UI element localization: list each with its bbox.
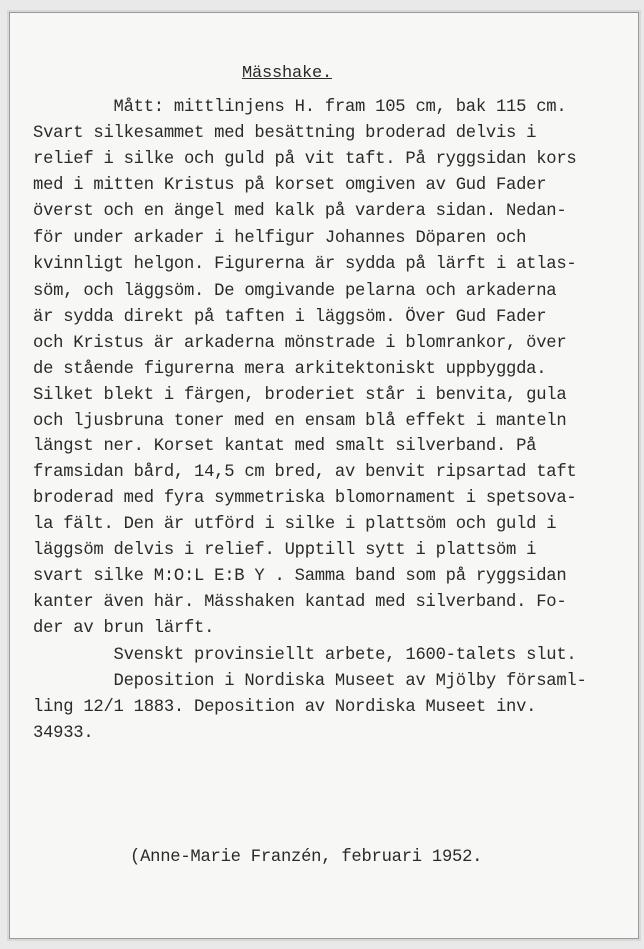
- text-line: svart silke M:O:L E:B Y . Samma band som på ryggsidan: [33, 567, 567, 586]
- text-line: la fält. Den är utförd i silke i plattsöm och guld i: [33, 515, 557, 534]
- text-line: är sydda direkt på taften i läggsöm. Över Gud Fader: [33, 308, 547, 327]
- text-line: Svart silkesammet med besättning broderad delvis i: [33, 124, 537, 143]
- text-line: kvinnligt helgon. Figurerna är sydda på lärft i atlas-: [33, 255, 577, 274]
- text-line: och Kristus är arkaderna mönstrade i blomrankor, över: [33, 334, 567, 353]
- text-line: Mått: mittlinjens H. fram 105 cm, bak 115 cm.: [33, 98, 567, 117]
- text-line: söm, och läggsöm. De omgivande pelarna och arkaderna: [33, 282, 557, 301]
- text-line: der av brun lärft.: [33, 619, 215, 638]
- author-signature-line: (Anne-Marie Franzén, februari 1952.: [130, 848, 483, 867]
- text-line: kanter även här. Mässhaken kantad med silverband. Fo-: [33, 593, 567, 612]
- text-line: 34933.: [33, 724, 94, 743]
- text-line: för under arkader i helfigur Johannes Döparen och: [33, 229, 527, 248]
- text-line: ling 12/1 1883. Deposition av Nordiska Museet inv.: [33, 698, 537, 717]
- text-line: de stående figurerna mera arkitektoniskt uppbyggda.: [33, 360, 547, 379]
- text-line: med i mitten Kristus på korset omgiven av Gud Fader: [33, 176, 547, 195]
- text-line: överst och en ängel med kalk på vardera sidan. Nedan-: [33, 202, 567, 221]
- text-line: läggsöm delvis i relief. Upptill sytt i plattsöm i: [33, 541, 537, 560]
- text-line: Deposition i Nordiska Museet av Mjölby församl-: [33, 672, 587, 691]
- document-title: Mässhake.: [242, 64, 333, 83]
- text-line: broderad med fyra symmetriska blomornament i spetsova-: [33, 489, 577, 508]
- text-line: längst ner. Korset kantat med smalt silverband. På: [33, 437, 537, 456]
- text-line: Silket blekt i färgen, broderiet står i benvita, gula: [33, 386, 567, 405]
- text-line: framsidan bård, 14,5 cm bred, av benvit ripsartad taft: [33, 463, 577, 482]
- text-line: och ljusbruna toner med en ensam blå effekt i manteln: [33, 412, 567, 431]
- text-line: Svenskt provinsiellt arbete, 1600-talets slut.: [33, 646, 577, 665]
- text-line: relief i silke och guld på vit taft. På ryggsidan kors: [33, 150, 577, 169]
